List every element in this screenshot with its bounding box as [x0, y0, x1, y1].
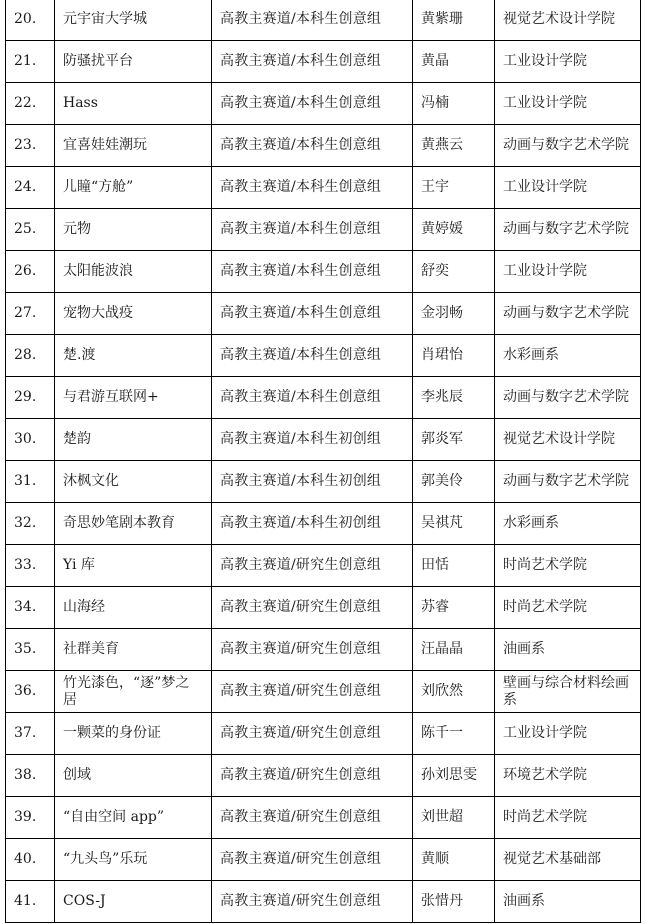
competition-track: 高教主赛道/本科生创意组	[212, 125, 413, 167]
table-row	[6, 125, 641, 167]
project-name: 山海经	[55, 587, 212, 629]
project-name: 宠物大战疫	[55, 293, 212, 335]
competition-track: 高教主赛道/本科生创意组	[212, 209, 413, 251]
college-name: 动画与数字艺术学院	[495, 377, 641, 419]
team-leader: 张惜丹	[413, 881, 495, 923]
row-number: 29.	[6, 377, 55, 419]
row-number: 38.	[6, 755, 55, 797]
competition-track: 高教主赛道/研究生创意组	[212, 587, 413, 629]
project-name: 元宇宙大学城	[55, 0, 212, 41]
project-name: 社群美育	[55, 629, 212, 671]
competition-track: 高教主赛道/本科生创意组	[212, 293, 413, 335]
project-name: “自由空间 app”	[55, 797, 212, 839]
table-row	[6, 83, 641, 125]
table-row	[6, 839, 641, 881]
row-number: 31.	[6, 461, 55, 503]
team-leader: 苏睿	[413, 587, 495, 629]
table-row	[6, 503, 641, 545]
college-name: 壁画与综合材料绘画系	[495, 671, 641, 713]
row-number: 35.	[6, 629, 55, 671]
team-leader: 金羽畅	[413, 293, 495, 335]
team-leader: 郭美伶	[413, 461, 495, 503]
college-name: 工业设计学院	[495, 251, 641, 293]
row-number: 22.	[6, 83, 55, 125]
college-name: 动画与数字艺术学院	[495, 461, 641, 503]
table-row	[6, 377, 641, 419]
table-row	[6, 545, 641, 587]
team-leader: 吴祺芃	[413, 503, 495, 545]
row-number: 34.	[6, 587, 55, 629]
team-leader: 黄燕云	[413, 125, 495, 167]
project-name: 楚.渡	[55, 335, 212, 377]
project-name: 防骚扰平台	[55, 41, 212, 83]
college-name: 视觉艺术基础部	[495, 839, 641, 881]
project-list-table	[5, 0, 641, 923]
competition-track: 高教主赛道/本科生创意组	[212, 0, 413, 41]
team-leader: 孙刘思雯	[413, 755, 495, 797]
team-leader: 李兆辰	[413, 377, 495, 419]
college-name: 时尚艺术学院	[495, 545, 641, 587]
row-number: 41.	[6, 881, 55, 923]
college-name: 油画系	[495, 629, 641, 671]
project-name: COS-J	[55, 881, 212, 923]
team-leader: 田恬	[413, 545, 495, 587]
college-name: 水彩画系	[495, 503, 641, 545]
table-row	[6, 251, 641, 293]
competition-track: 高教主赛道/研究生创意组	[212, 629, 413, 671]
team-leader: 黄紫珊	[413, 0, 495, 41]
table-row	[6, 629, 641, 671]
competition-track: 高教主赛道/研究生创意组	[212, 671, 413, 713]
project-name: 宜喜娃娃潮玩	[55, 125, 212, 167]
table-row	[6, 881, 641, 923]
college-name: 工业设计学院	[495, 713, 641, 755]
team-leader: 黄晶	[413, 41, 495, 83]
competition-track: 高教主赛道/研究生创意组	[212, 881, 413, 923]
project-name: 竹光漆色，“逐”梦之居	[55, 671, 212, 713]
competition-track: 高教主赛道/本科生初创组	[212, 461, 413, 503]
competition-track: 高教主赛道/本科生创意组	[212, 41, 413, 83]
competition-track: 高教主赛道/本科生初创组	[212, 419, 413, 461]
project-list-body	[6, 0, 641, 923]
competition-track: 高教主赛道/研究生创意组	[212, 839, 413, 881]
table-row	[6, 293, 641, 335]
project-name: 一颗菜的身份证	[55, 713, 212, 755]
competition-track: 高教主赛道/本科生创意组	[212, 377, 413, 419]
project-name: 楚韵	[55, 419, 212, 461]
project-name: 与君游互联网+	[55, 377, 212, 419]
table-row	[6, 587, 641, 629]
project-name: Yi 库	[55, 545, 212, 587]
row-number: 20.	[6, 0, 55, 41]
college-name: 动画与数字艺术学院	[495, 293, 641, 335]
row-number: 40.	[6, 839, 55, 881]
college-name: 时尚艺术学院	[495, 797, 641, 839]
competition-track: 高教主赛道/研究生创意组	[212, 545, 413, 587]
row-number: 24.	[6, 167, 55, 209]
college-name: 工业设计学院	[495, 83, 641, 125]
row-number: 21.	[6, 41, 55, 83]
competition-track: 高教主赛道/研究生创意组	[212, 755, 413, 797]
team-leader: 冯楠	[413, 83, 495, 125]
team-leader: 郭炎军	[413, 419, 495, 461]
project-name: 沐枫文化	[55, 461, 212, 503]
row-number: 23.	[6, 125, 55, 167]
team-leader: 刘世超	[413, 797, 495, 839]
competition-track: 高教主赛道/本科生创意组	[212, 83, 413, 125]
competition-track: 高教主赛道/本科生初创组	[212, 503, 413, 545]
row-number: 25.	[6, 209, 55, 251]
table-row	[6, 755, 641, 797]
college-name: 环境艺术学院	[495, 755, 641, 797]
team-leader: 黄顺	[413, 839, 495, 881]
college-name: 工业设计学院	[495, 167, 641, 209]
row-number: 30.	[6, 419, 55, 461]
college-name: 工业设计学院	[495, 41, 641, 83]
college-name: 动画与数字艺术学院	[495, 125, 641, 167]
team-leader: 王宇	[413, 167, 495, 209]
row-number: 32.	[6, 503, 55, 545]
table-row	[6, 797, 641, 839]
table-row	[6, 0, 641, 41]
row-number: 33.	[6, 545, 55, 587]
team-leader: 刘欣然	[413, 671, 495, 713]
project-name: Hass	[55, 83, 212, 125]
row-number: 27.	[6, 293, 55, 335]
project-name: 元物	[55, 209, 212, 251]
team-leader: 舒奕	[413, 251, 495, 293]
college-name: 时尚艺术学院	[495, 587, 641, 629]
table-row	[6, 713, 641, 755]
college-name: 视觉艺术设计学院	[495, 0, 641, 41]
table-row	[6, 167, 641, 209]
project-name: “九头鸟”乐玩	[55, 839, 212, 881]
competition-track: 高教主赛道/研究生创意组	[212, 797, 413, 839]
project-name: 儿瞳“方舱”	[55, 167, 212, 209]
college-name: 水彩画系	[495, 335, 641, 377]
college-name: 视觉艺术设计学院	[495, 419, 641, 461]
competition-track: 高教主赛道/本科生创意组	[212, 167, 413, 209]
project-name: 太阳能波浪	[55, 251, 212, 293]
college-name: 动画与数字艺术学院	[495, 209, 641, 251]
table-row	[6, 41, 641, 83]
competition-track: 高教主赛道/本科生创意组	[212, 251, 413, 293]
project-name: 奇思妙笔剧本教育	[55, 503, 212, 545]
competition-track: 高教主赛道/研究生创意组	[212, 713, 413, 755]
row-number: 28.	[6, 335, 55, 377]
table-row	[6, 419, 641, 461]
team-leader: 陈千一	[413, 713, 495, 755]
team-leader: 肖珺怡	[413, 335, 495, 377]
table-row	[6, 209, 641, 251]
project-name: 创域	[55, 755, 212, 797]
table-row	[6, 461, 641, 503]
row-number: 37.	[6, 713, 55, 755]
table-row	[6, 671, 641, 713]
competition-track: 高教主赛道/本科生创意组	[212, 335, 413, 377]
row-number: 36.	[6, 671, 55, 713]
team-leader: 黄婷媛	[413, 209, 495, 251]
team-leader: 汪晶晶	[413, 629, 495, 671]
row-number: 26.	[6, 251, 55, 293]
table-row	[6, 335, 641, 377]
row-number: 39.	[6, 797, 55, 839]
college-name: 油画系	[495, 881, 641, 923]
